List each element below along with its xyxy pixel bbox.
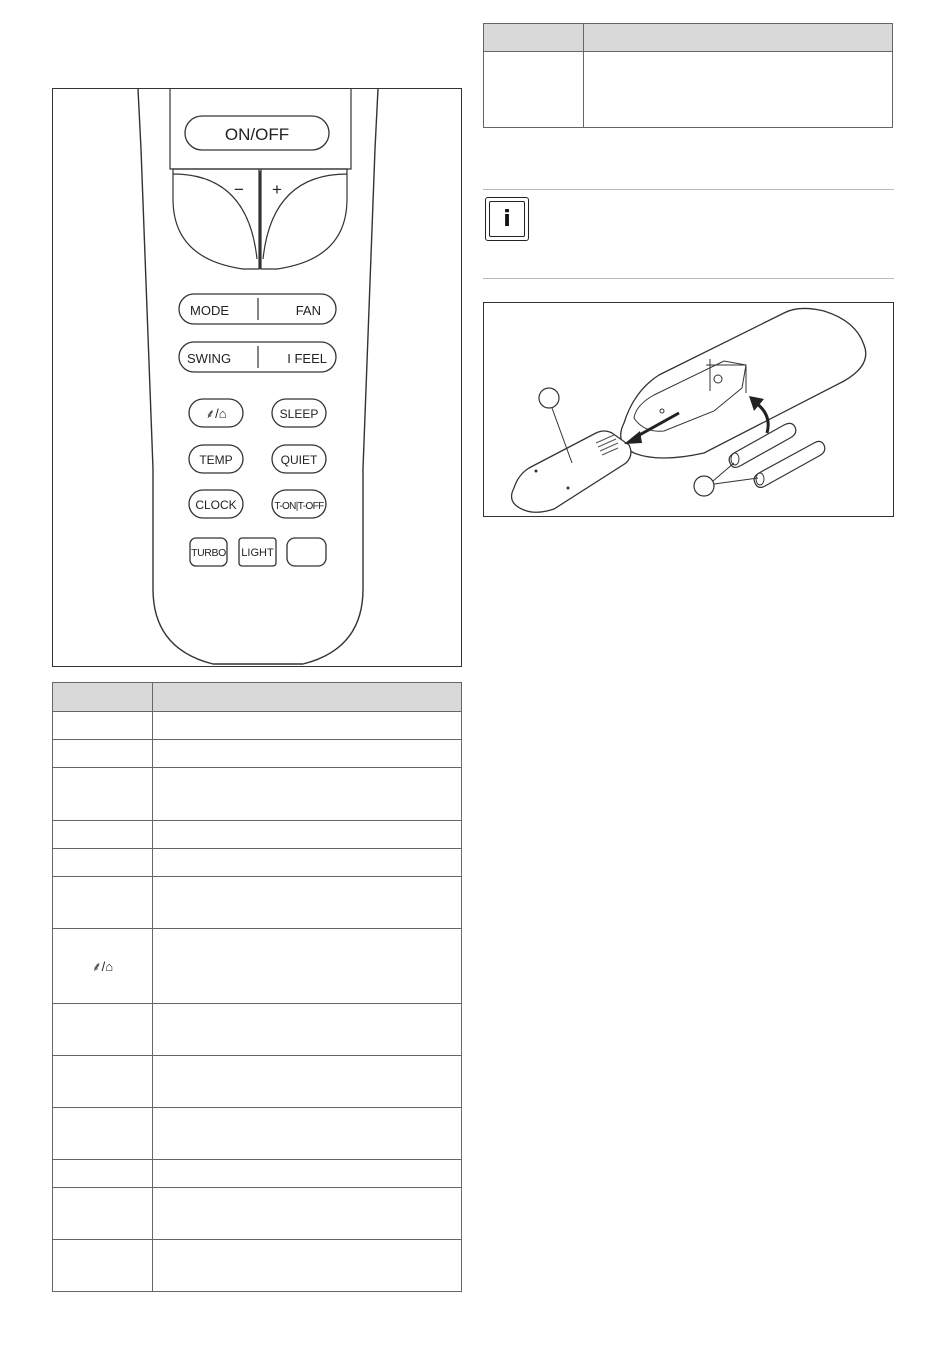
minus-plus-pad[interactable] [173, 169, 347, 269]
table-cell-desc [153, 1056, 462, 1108]
table-header-cell [53, 683, 153, 712]
clock-button[interactable] [189, 490, 243, 518]
table-header-cell [153, 683, 462, 712]
minus-button: − [234, 180, 244, 199]
table-row [484, 52, 893, 128]
mode-fan-button[interactable] [179, 294, 336, 324]
svg-text:TURBO: TURBO [191, 547, 226, 559]
table-cell-key [53, 1108, 153, 1160]
table-cell-desc [153, 1004, 462, 1056]
table-header-row [53, 683, 462, 712]
table-cell-key [53, 1056, 153, 1108]
table-cell-desc [153, 1240, 462, 1292]
battery-drawing [484, 303, 895, 518]
table-cell-key [53, 821, 153, 849]
info-icon: i [485, 197, 529, 241]
svg-text:I FEEL: I FEEL [287, 351, 327, 366]
callout-2 [694, 463, 758, 496]
table-cell-key: ⸙/⌂ [53, 929, 153, 1004]
eco-button[interactable] [189, 399, 243, 427]
table-row [53, 1056, 462, 1108]
table-row [53, 929, 462, 1004]
table-row [53, 849, 462, 877]
table-cell-desc [584, 52, 893, 128]
table-cell-key [53, 1160, 153, 1188]
table-row [53, 1240, 462, 1292]
svg-text:QUIET: QUIET [280, 453, 318, 467]
table-row [53, 1004, 462, 1056]
blank-button[interactable] [287, 538, 326, 566]
table-cell-key [53, 740, 153, 768]
table-cell-desc [153, 929, 462, 1004]
plus-button: + [272, 180, 282, 199]
table-row [53, 712, 462, 740]
light-button[interactable] [239, 538, 276, 566]
table-cell-desc [153, 712, 462, 740]
table-cell-desc [153, 877, 462, 929]
table-row [53, 1108, 462, 1160]
svg-text:T-ON|T-OFF: T-ON|T-OFF [274, 501, 324, 512]
battery-replacement-figure [483, 302, 894, 517]
onoff-button[interactable] [185, 116, 329, 150]
table-cell-key [484, 52, 584, 128]
table-row [53, 768, 462, 821]
svg-text:SWING: SWING [187, 351, 232, 366]
top-right-table [483, 23, 893, 128]
svg-text:LIGHT: LIGHT [241, 547, 274, 559]
table-header-row [484, 24, 893, 52]
table-header-cell [584, 24, 893, 52]
button-description-table [52, 682, 462, 1292]
temp-button[interactable] [189, 445, 243, 473]
timer-button[interactable] [272, 490, 326, 518]
quiet-button[interactable] [272, 445, 326, 473]
table-cell-key [53, 877, 153, 929]
table-cell-desc [153, 1188, 462, 1240]
table-cell-desc [153, 768, 462, 821]
svg-text:MODE: MODE [190, 303, 229, 318]
remote-control-figure [52, 88, 462, 667]
table-cell-desc [153, 1108, 462, 1160]
table-cell-key [53, 1188, 153, 1240]
svg-text:FAN: FAN [295, 303, 321, 318]
table-cell-key [53, 768, 153, 821]
svg-text:TEMP: TEMP [199, 453, 233, 467]
svg-text:CLOCK: CLOCK [195, 498, 237, 512]
table-cell-key [53, 849, 153, 877]
remote-control-drawing [53, 89, 463, 668]
table-cell-desc [153, 740, 462, 768]
table-cell-desc [153, 821, 462, 849]
svg-text:SLEEP: SLEEP [279, 407, 319, 421]
table-row [53, 740, 462, 768]
svg-text:⸙/⌂: ⸙/⌂ [205, 406, 227, 421]
info-notice [483, 189, 894, 279]
table-header-cell [484, 24, 584, 52]
sleep-button[interactable] [272, 399, 326, 427]
divider [483, 189, 894, 190]
table-cell-desc [153, 1160, 462, 1188]
swing-ifeel-button[interactable] [179, 342, 336, 372]
table-cell-key [53, 712, 153, 740]
table-row [53, 821, 462, 849]
table-cell-key [53, 1240, 153, 1292]
table-cell-key [53, 1004, 153, 1056]
table-row [53, 877, 462, 929]
table-cell-desc [153, 849, 462, 877]
table-row [53, 1160, 462, 1188]
battery-cover [512, 431, 631, 512]
divider [483, 278, 894, 279]
svg-text:ON/OFF: ON/OFF [224, 125, 290, 144]
table-row [53, 1188, 462, 1240]
turbo-button[interactable] [190, 538, 227, 566]
